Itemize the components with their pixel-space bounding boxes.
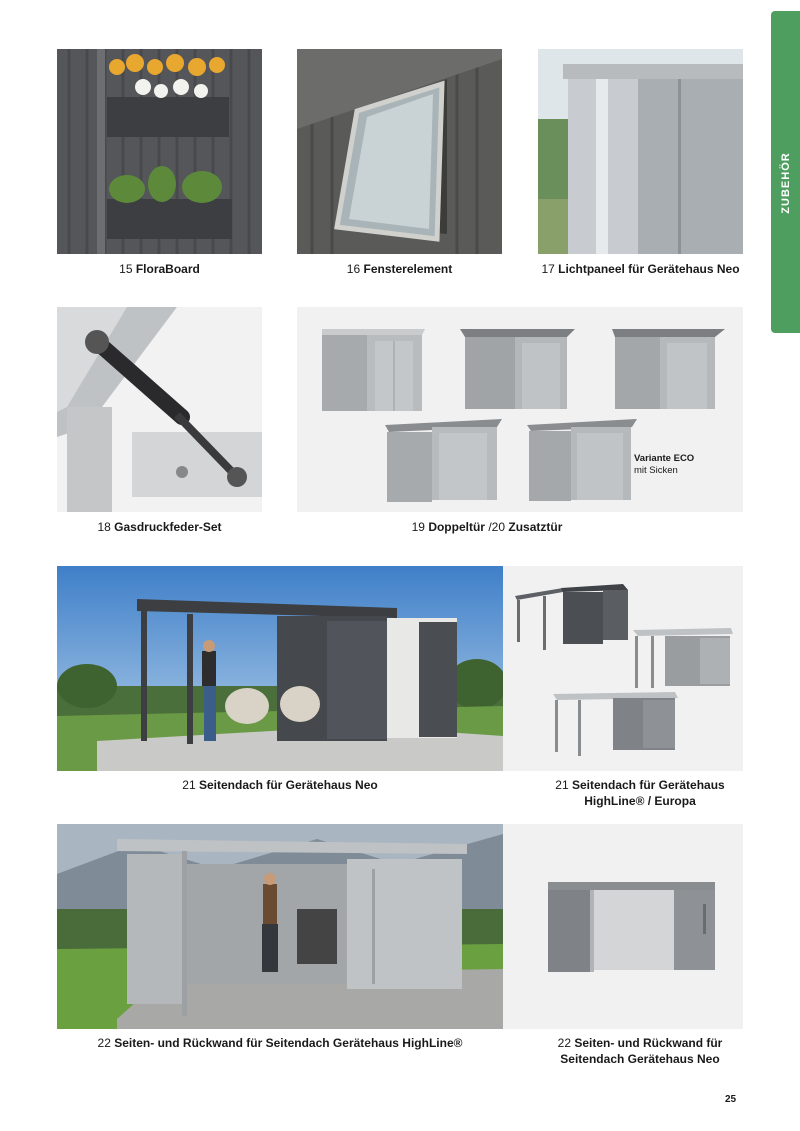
floraboard-photo: [57, 49, 262, 254]
gasdruckfeder-photo: [57, 307, 262, 512]
caption-wand-highline: 22 Seiten- und Rückwand für Seitendach Gerätehaus HighLine®: [97, 1036, 463, 1050]
variante-line1: Variante ECO: [634, 453, 695, 464]
variante-line2: mit Sicken: [634, 465, 678, 476]
caption-fensterelement: 16 Fensterelement: [346, 262, 453, 276]
page-number: 25: [725, 1094, 737, 1105]
lichtpaneel-photo: [538, 49, 743, 254]
wand-neo-photo: [503, 824, 743, 1029]
caption-gasdruckfeder: 18 Gasdruckfeder-Set: [97, 520, 222, 534]
caption-doppeltuer: 19 Doppeltür /20 Zusatztür: [411, 520, 563, 534]
section-tab: [771, 11, 800, 333]
seitendach-neo-photo: [57, 566, 503, 771]
caption-floraboard: 15 FloraBoard: [119, 262, 200, 276]
caption-seitendach-highline: 21 Seitendach für Gerätehaus HighLine® / Europa: [555, 778, 725, 808]
seitendach-highline-photo: [503, 566, 743, 771]
section-tab-label: ZUBEHÖR: [779, 152, 792, 214]
caption-lichtpaneel: 17 Lichtpaneel für Gerätehaus Neo: [541, 262, 740, 276]
caption-seitendach-neo: 21 Seitendach für Gerätehaus Neo: [182, 778, 378, 792]
doppeltuer-photo: [297, 307, 743, 512]
caption-wand-neo: 22 Seiten- und Rückwand für Seitendach Gerätehaus Neo: [557, 1036, 723, 1066]
variante-label: [634, 453, 694, 477]
fensterelement-photo: [297, 49, 502, 254]
wand-highline-photo: [57, 824, 503, 1029]
